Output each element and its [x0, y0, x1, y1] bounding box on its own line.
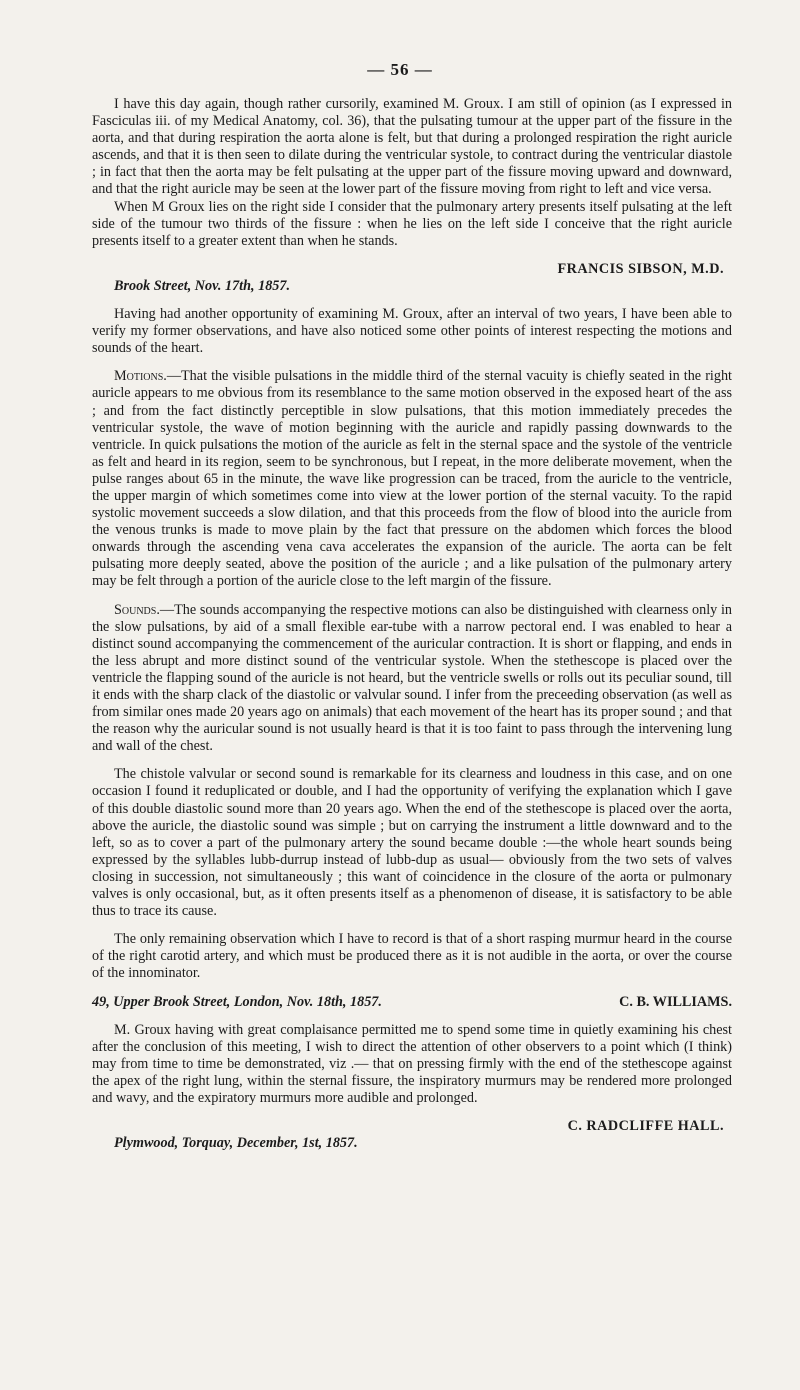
sounds-text: —The sounds accompanying the respective motions can also be distinguished with clearness only in the slow pulsations, by aid of a small flexible ear-tube with a narrow pectoral end. I was enabled to hear a distinct sound accompanying the commencement of the auricular contraction. It is short or flapping, and ends in the less abrupt and more distinct sound of the ventricular systole. When the stethescope is placed over the ventricle the flapping sound of the auricle is not heard, but the ventricle swells or rolls out its peculiar sound, till it ends with the sharp clack of the diastolic or valvular sound. I infer from the preceeding observation (as well as from similar ones made 20 years ago on animals) that each movement of the heart has its proper sound ; and that the reason why the auricular sound is not usually heard is that it is too faint to pass through the intervening lung and wall of the chest.: [92, 601, 732, 755]
letter-2-remaining-paragraph: The only remaining observation which I have to record is that of a short rasping murmur heard in the course of the right carotid artery, and which must be produced there as it is not audible in the aorta, or over the course of the innominator.: [92, 931, 732, 982]
letter-1-signature: FRANCIS SIBSON, M.D.: [557, 260, 724, 277]
letter-2-intro: Having had another opportunity of examining M. Groux, after an interval of two years, I have been able to verify my former observations, and have also noticed some other points of interest respecting the motions and sounds of the heart.: [92, 306, 732, 357]
sounds-heading: Sounds.: [114, 601, 160, 618]
letter-1-paragraph-2: When M Groux lies on the right side I consider that the pulmonary artery presents itself pulsating at the left side of the tumour two thirds of the fissure : when he lies on the left side I conceive that the right auricle presents itself to a greater extent than when he stands.: [92, 198, 732, 249]
document-body: [92, 96, 732, 1152]
letter-2-sounds-paragraph: [92, 602, 732, 756]
letter-3-place: Plymwood, Torquay, December, 1st, 1857.: [114, 1135, 358, 1152]
letter-2-place: 49, Upper Brook Street, London, Nov. 18th, 1857.: [92, 993, 382, 1010]
letter-1-place: Brook Street, Nov. 17th, 1857.: [114, 277, 291, 294]
motions-text: —That the visible pulsations in the middle third of the sternal vacuity is chiefly seated in the right auricle appears to me obvious from its resemblance to the same motion observed in the exposed heart of the ass ; and from the fact distinctly perceptible in slow pulsations, that this motion immediately precedes the ventricular systole, the wave of motion beginning with the auricle and rapidly passing downwards to the ventricle. In quick pulsations the motion of the auricle as felt in the sternal space and the systole of the ventricle as felt and heard in its region, seem to be synchronous, but I repeat, in the more deliberate movement, when the pulse ranges about 65 in the minute, the wave like progression can be traced, from the auricle to the ventricle, the upper margin of which sometimes come into view at the lower portion of the sternal vacuity. To the rapid systolic movement succeeds a slow dilation, and that this proceeds from the flow of blood into the auricle from the venous trunks is made to move plain by the fact that pressure on the abdomen which forces the blood onwards through the ascending vena cava accelerates the expansion of the auricle. The aorta can be felt pulsating more deeply seated, above the position of the auricle ; and a like pulsation of the pulmonary artery may be felt through a portion of the auricle close to the left margin of the fissure.: [92, 368, 732, 590]
letter-3-signature: C. RADCLIFFE HALL.: [567, 1118, 724, 1135]
letter-2-motions-paragraph: [92, 368, 732, 590]
letter-2-signature: C. B. WILLIAMS.: [619, 993, 732, 1010]
letter-1-paragraph-1: I have this day again, though rather cursorily, examined M. Groux. I am still of opinion (as I expressed in Fasciculas iii. of my Medical Anatomy, col. 36), that the pulsating tumour at the upper part of the fissure in the aorta, and that during respiration the aorta alone is felt, but that during a prolonged respiration the right auricle ascends, and that it is then seen to dilate during the ventricular systole, to contract during the ventricular diastole ; in fact that then the aorta may be felt pulsating at the upper part of the fissure moving upward and downward, and that the right auricle may be seen at the lower part of the fissure moving from right to left and vice versa.: [92, 96, 732, 198]
page-number: — 56 —: [367, 60, 433, 79]
motions-heading: Motions.: [114, 368, 167, 385]
letter-3-paragraph: M. Groux having with great complaisance permitted me to spend some time in quietly examining his chest after the conclusion of this meeting, I wish to direct the attention of other observers to a point which (I think) may from time to time be demonstrated, viz .— that on pressing firmly with the end of the stethescope against the apex of the right lung, within the sternal fissure, the inspiratory murmurs may be rendered more prolonged and wavy, and the expiratory murmurs more audible and prolonged.: [92, 1021, 732, 1106]
letter-2-chistole-paragraph: The chistole valvular or second sound is remarkable for its clearness and loudness in this case, and on one occasion I found it reduplicated or double, and I had the opportunity of verifying the explanation which I gave of this double diastolic sound more than 20 years ago. When the end of the stethescope is placed over the aorta, above the auricle, the diastolic sound was simple ; but on carrying the instrument a little downward and to the left, so as to cover a part of the pulmonary artery the sound became double :—the whole heart sounds being expressed by the syllables lubb-durrup instead of lubb-dup as usual— obviously from the two sets of valves closing in succession, not simultaneously ; this want of coincidence in the closure of the aorta or pulmonary valves is only occasional, but, as it often presents itself as a phenomenon of disease, it is satisfactory to be able thus to trace its cause.: [92, 766, 732, 920]
letter-2-signoff: [92, 994, 732, 1011]
